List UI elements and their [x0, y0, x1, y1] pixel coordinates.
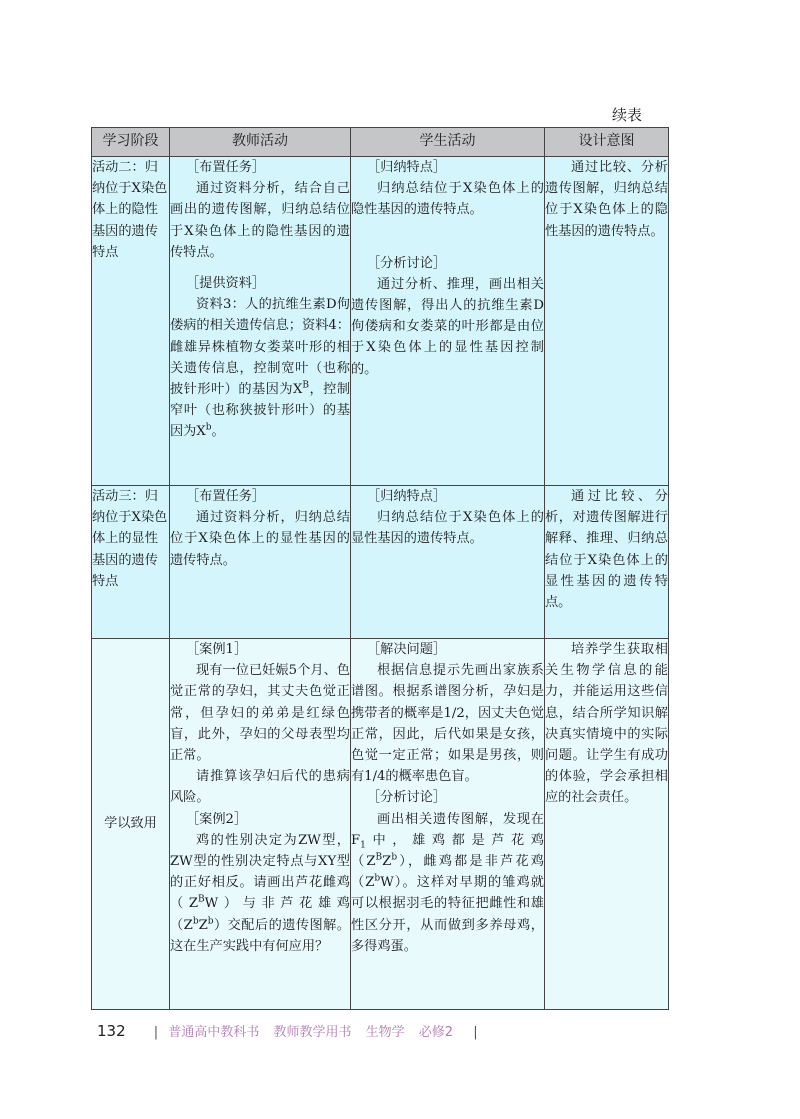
footer-series: 普通高中教科书 [168, 1025, 260, 1040]
paragraph: 通过分析、推理，画出相关遗传图解，得出人的抗维生素D佝偻病和女娄菜的叶形都是由位于X染色体上的显性基因控制的。 [351, 276, 544, 377]
teacher-cell [170, 486, 351, 639]
footer-divider: | [473, 1025, 478, 1040]
stage-text: 活动三：归纳位于X染色体上的显性基因的遗传特点 [92, 489, 168, 589]
footer-divider: | [153, 1025, 159, 1040]
footer-volume: 必修2 [418, 1025, 454, 1040]
paragraph: 通过比较、分析遗传图解，归纳总结位于X染色体上的隐性基因的遗传特点。 [545, 160, 668, 239]
stage-cell [92, 639, 170, 1010]
header-teacher: 教师活动 [170, 128, 351, 157]
paragraph: 请推算该孕妇后代的患病风险。 [170, 769, 350, 806]
paragraph: 画出相关遗传图解，发现在$F_1$中，雄鸡都是芦花鸡$(Z^BZ^b)$，雌鸡都是非芦花鸡$(Z^bW)$。这样对早期的雏鸡就可以根据羽毛的特征把雌性和雄性区分开，从而做到多养母鸡，多得鸡蛋。 [351, 811, 544, 954]
paragraph: 归纳总结位于X染色体上的显性基因的遗传特点。 [351, 510, 544, 547]
paragraph: 培养学生获取相关生物学信息的能力，并能运用这些信息，结合所学知识解决真实情境中的实际问题。让学生有成功的体验，学会承担相应的社会责任。 [545, 642, 668, 806]
section-tag: ［布置任务］ [186, 160, 266, 175]
paragraph: 通过资料分析，归纳总结位于X染色体上的显性基因的遗传特点。 [170, 510, 350, 568]
section-tag: ［归纳特点］ [367, 489, 447, 504]
header-intent: 设计意图 [545, 128, 669, 157]
continued-label: 续表 [612, 106, 643, 124]
stage-cell [92, 157, 170, 486]
section-tag: ［归纳特点］ [367, 160, 447, 175]
paragraph: 鸡的性别决定为ZW型，ZW型的性别决定特点与XY型的正好相反。请画出芦花雌鸡$(Z^BW)$与非芦花雄鸡$(Z^bZ^b)$交配后的遗传图解。这在生产实践中有何应用？ [170, 832, 350, 954]
header-stage: 学习阶段 [92, 128, 170, 157]
paragraph: 通过比较、分析，对遗传图解进行解释、推理、归纳总结位于X染色体上的显性基因的遗传特点。 [545, 489, 668, 611]
stage-text: 活动二：归纳位于X染色体上的隐性基因的遗传特点 [92, 160, 168, 260]
student-cell [351, 486, 545, 639]
lesson-table [91, 127, 669, 1010]
intent-cell [545, 486, 669, 639]
paragraph: 归纳总结位于X染色体上的隐性基因的遗传特点。 [351, 181, 544, 218]
section-tag: ［提供资料］ [186, 276, 266, 292]
paragraph: 根据信息提示先画出家族系谱图。根据系谱图分析，孕妇是携带者的概率是1/2，因丈夫色觉正常，因此，后代如果是女孩，色觉一定正常；如果是男孩，则有1/4的概率患色盲。 [351, 663, 544, 785]
student-cell [351, 639, 545, 1010]
paragraph: 通过资料分析，结合自己画出的遗传图解，归纳总结位于X染色体上的隐性基因的遗传特点。 [170, 181, 350, 260]
page-number: 132 [97, 1022, 126, 1040]
student-cell [351, 157, 545, 486]
section-tag: ［解决问题］ [367, 642, 447, 657]
teacher-cell [170, 157, 351, 486]
section-tag: ［分析讨论］ [367, 790, 447, 806]
paragraph: 现有一位已妊娠5个月、色觉正常的孕妇，其丈夫色觉正常，但孕妇的弟弟是红绿色盲，此外，孕妇的父母表型均正常。 [170, 663, 350, 764]
footer-book: 教师教学用书 [273, 1025, 352, 1040]
section-tag: ［布置任务］ [186, 489, 266, 504]
table-header-row [92, 128, 669, 157]
table-row [92, 157, 669, 486]
table-row [92, 486, 669, 639]
paragraph: 资料3：人的抗维生素D佝偻病的相关遗传信息；资料4：雌雄异株植物女娄菜叶形的相关遗传信息，控制宽叶（也称披针形叶）的基因为$X^B$，控制窄叶（也称狭披针形叶）的基因为$X^b$。 [170, 297, 351, 440]
intent-cell [545, 157, 669, 486]
stage-cell [92, 486, 170, 639]
section-tag: ［分析讨论］ [367, 255, 447, 271]
section-tag: ［案例1］ [186, 642, 248, 657]
intent-cell [545, 639, 669, 1010]
section-tag: ［案例2］ [186, 811, 248, 827]
table-row [92, 639, 669, 1010]
page-footer [97, 1021, 484, 1040]
teacher-cell [170, 639, 351, 1010]
stage-text: 学以致用 [104, 816, 157, 832]
header-student: 学生活动 [351, 128, 545, 157]
footer-subject: 生物学 [365, 1025, 405, 1040]
